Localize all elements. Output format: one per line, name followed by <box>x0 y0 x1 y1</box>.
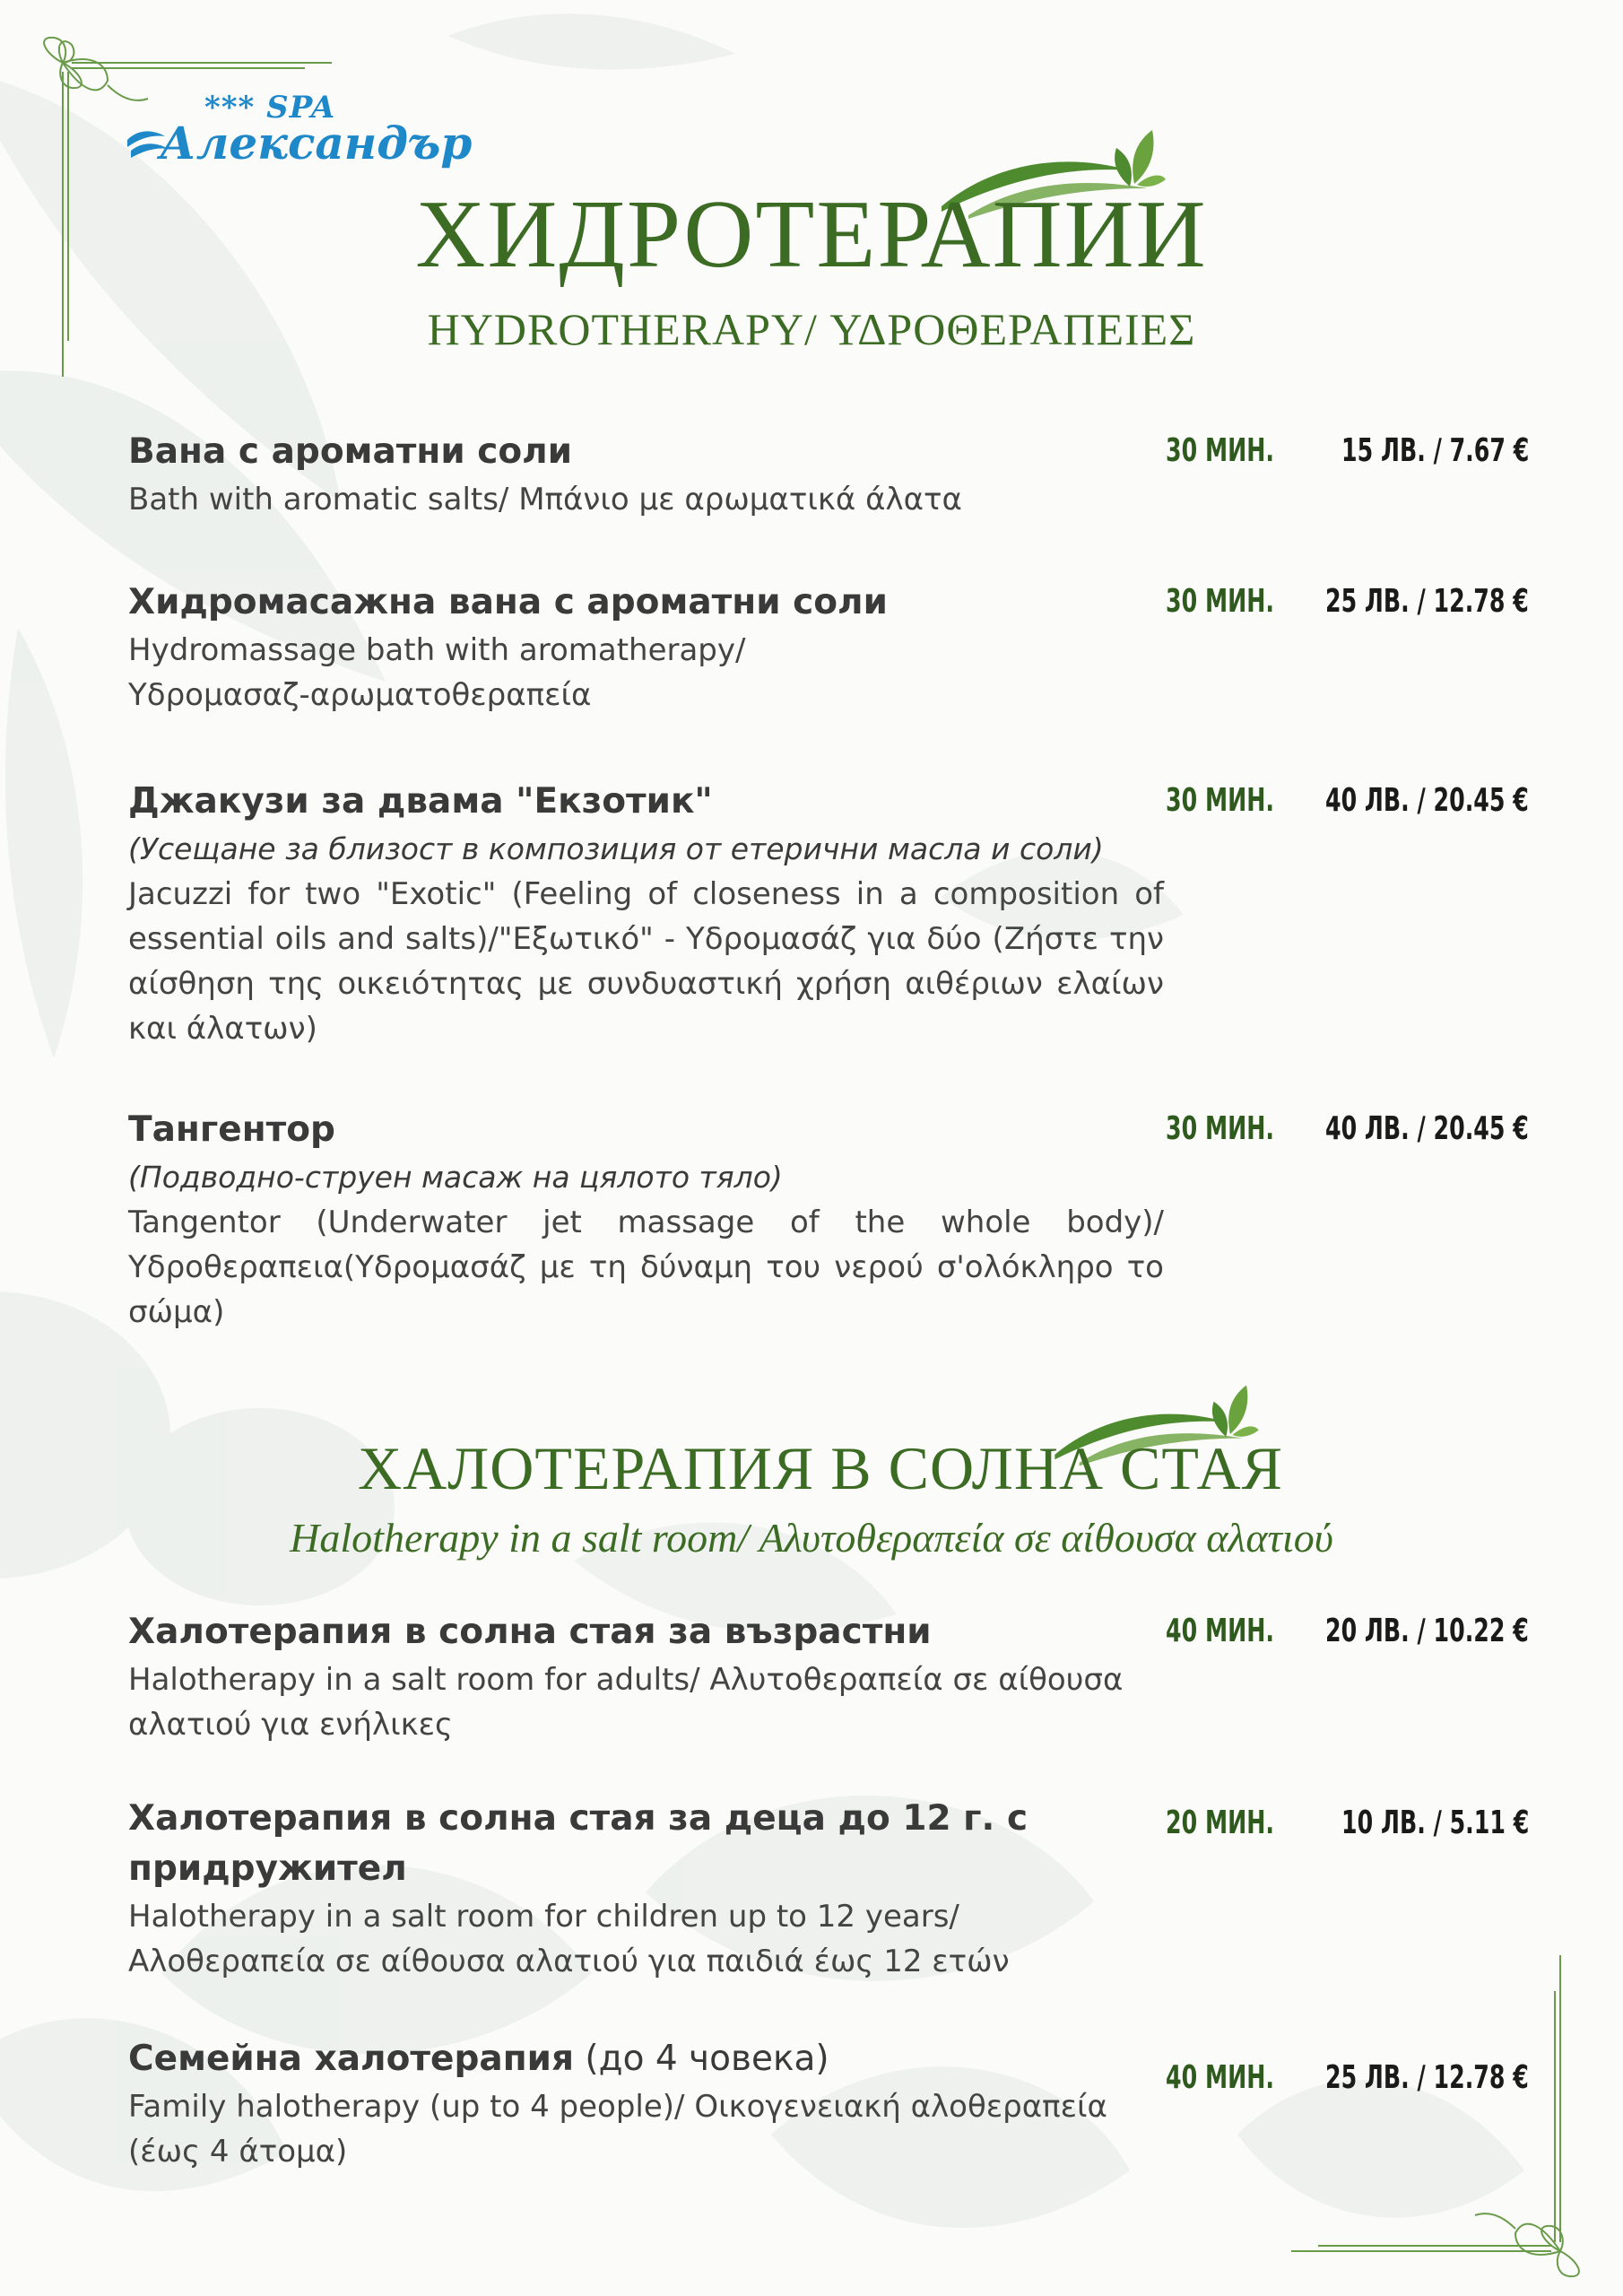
service-description-line: Υδρομασαζ-αρωματοθεραπεία <box>128 677 592 713</box>
section-title: ХИДРОТЕРАПИИ <box>415 181 1208 288</box>
service-price: 20 ЛВ. / 10.22 € <box>1325 1613 1529 1649</box>
service-item <box>128 1105 1164 1335</box>
service-duration: 30 МИН. <box>1166 583 1274 620</box>
service-item <box>128 777 1164 1051</box>
service-price: 25 ЛВ. / 12.78 € <box>1325 2059 1529 2096</box>
service-duration: 30 МИН. <box>1166 432 1274 469</box>
service-name-line: Халотерапия в солна стая за деца до 12 г. с <box>128 1798 1028 1839</box>
service-description-line: Halotherapy in a salt room for adults/ Αλυτοθεραπεία σε αίθουσα <box>128 1662 1124 1698</box>
service-item <box>128 1607 1168 1747</box>
service-price: 40 ЛВ. / 20.45 € <box>1325 782 1529 819</box>
service-description: Bath with aromatic salts/ Μπάνιο με αρωματικά άλατα <box>128 482 962 517</box>
service-description-line: (έως 4 άτομα) <box>128 2134 348 2170</box>
service-description-line: αλατιού για ενήλικες <box>128 1707 453 1743</box>
service-name-main: Семейна халотерапия <box>128 2039 575 2079</box>
service-name: Вана с ароматни соли <box>128 431 573 472</box>
service-name <box>128 2034 1168 2084</box>
corner-ornament-bottom-right <box>1291 1955 1587 2278</box>
service-note: (Подводно-струен масаж на цялото тяло) <box>128 1160 783 1195</box>
service-duration: 30 МИН. <box>1166 1110 1274 1147</box>
section-subtitle: Halotherapy in a salt room/ Αλυτοθεραπεία σε αίθουσα αλατιού <box>290 1515 1333 1561</box>
service-description: Jacuzzi for two "Exotic" (Feeling of closeness in a composition of essential oils and salts)/"Εξωτικό" - Υδρομασάζ για δύο (Ζήστε την αίσθηση της οικειότητας με συνδυαστική χρήση αιθέριων ελαίων και άλατων) <box>128 876 1164 1047</box>
service-name: Джакузи за двама "Екзотик" <box>128 781 713 822</box>
service-description-line: Αλοθεραπεία σε αίθουσα αλατιού για παιδιά έως 12 ετών <box>128 1944 1010 1979</box>
service-price: 10 ЛВ. / 5.11 € <box>1341 1805 1529 1841</box>
service-price: 15 ЛВ. / 7.67 € <box>1341 432 1529 469</box>
section-title: ХАЛОТЕРАПИЯ В СОЛНА СТАЯ <box>357 1434 1284 1502</box>
brand-logo <box>126 88 473 170</box>
service-item <box>128 2034 1168 2174</box>
service-item <box>128 1794 1168 1984</box>
service-name: Тангентор <box>128 1109 335 1150</box>
service-description-line: Family halotherapy (up to 4 people)/ Οικογενειακή αλοθεραπεία <box>128 2089 1107 2125</box>
service-duration: 40 МИН. <box>1166 2059 1274 2096</box>
service-name: Хидромасажна вана с ароматни соли <box>128 582 888 622</box>
service-note: (Усещане за близост в композиция от етерични масла и соли) <box>128 831 1104 866</box>
service-duration: 40 МИН. <box>1166 1613 1274 1649</box>
service-description-line: Halotherapy in a salt room for children up to 12 years/ <box>128 1899 959 1935</box>
logo-name: Александър <box>160 117 473 170</box>
service-price: 25 ЛВ. / 12.78 € <box>1325 583 1529 620</box>
service-duration: 30 МИН. <box>1166 782 1274 819</box>
service-name: Халотерапия в солна стая за възрастни <box>128 1612 932 1652</box>
service-price: 40 ЛВ. / 20.45 € <box>1325 1110 1529 1147</box>
service-duration: 20 МИН. <box>1166 1805 1274 1841</box>
service-description: Tangentor (Underwater jet massage of the whole body)/ Υδροθεραπεια(Υδρομασάζ με τη δύναμη του νερού σ'ολόκληρο το σώμα) <box>128 1205 1164 1330</box>
service-item <box>128 578 1168 718</box>
section-subtitle: HYDROTHERAPY/ ΥΔΡΟΘΕΡΑΠΕΙΕΣ <box>427 304 1196 354</box>
service-item <box>128 427 1168 522</box>
service-name-extra: (до 4 човека) <box>574 2039 829 2079</box>
logo-stars-spa: *** SPA <box>204 90 336 126</box>
service-name-line: придружител <box>128 1848 407 1889</box>
service-description-line: Hydromassage bath with aromatherapy/ <box>128 632 746 668</box>
